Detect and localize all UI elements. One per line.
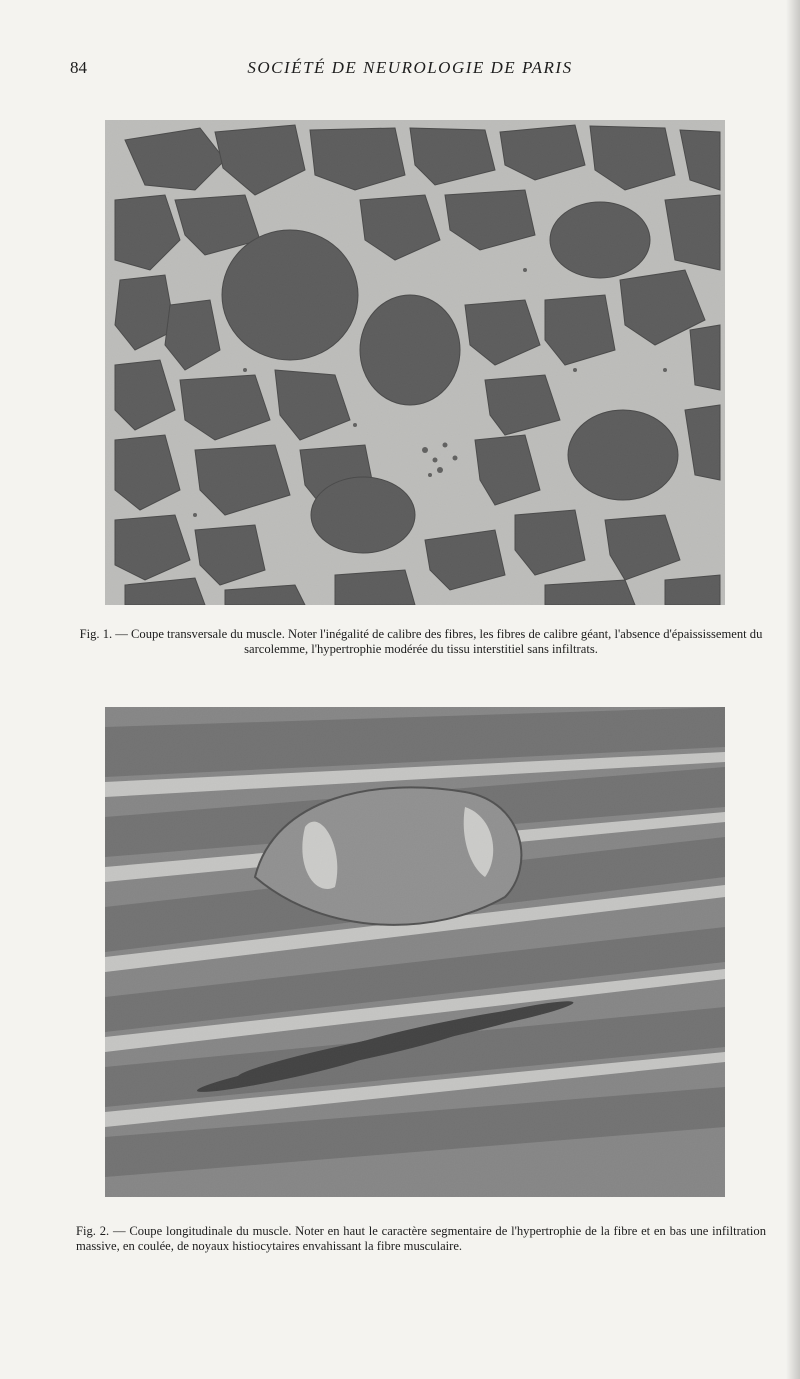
figure-2-micrograph	[105, 707, 725, 1197]
running-title: SOCIÉTÉ DE NEUROLOGIE DE PARIS	[247, 58, 573, 77]
page-header	[70, 58, 750, 82]
figure-2-caption: Fig. 2. — Coupe longitudinale du muscle. Noter en haut le caractère segmentaire de l'hypertrophie de la fibre et en bas une infiltration massive, en coulée, de noyaux histiocytaires envahissant la fibre musculaire.	[76, 1224, 766, 1253]
transverse-section-image	[105, 120, 725, 605]
figure-1-caption: Fig. 1. — Coupe transversale du muscle. Noter l'inégalité de calibre des fibres, les fibres de calibre géant, l'absence d'épaississement du sarcolemme, l'hypertrophie modérée du tissu interstitiel sans infiltrats.	[79, 627, 763, 656]
longitudinal-section-image	[105, 707, 725, 1197]
page-edge-shadow	[786, 0, 800, 1379]
page-number: 84	[70, 58, 87, 77]
figure-1-micrograph	[105, 120, 725, 605]
